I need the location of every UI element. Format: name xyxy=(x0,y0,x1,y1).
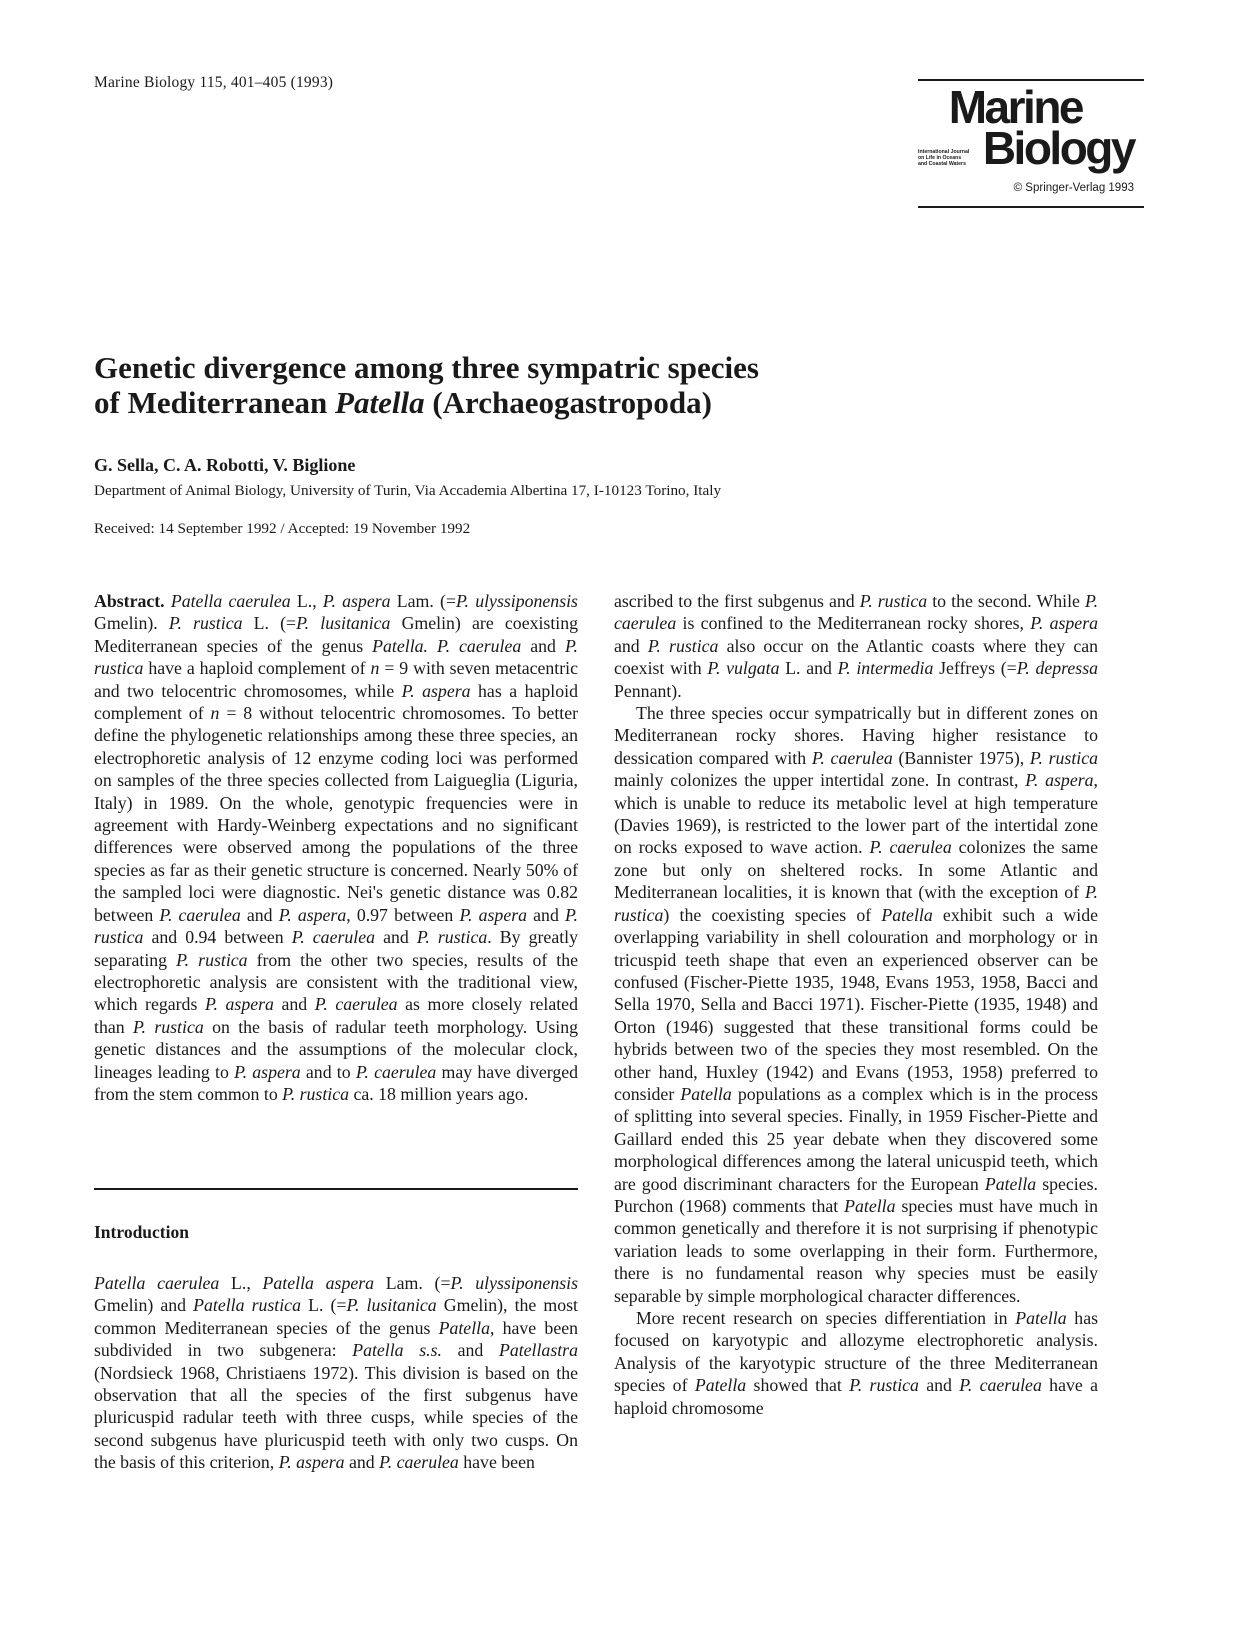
italic-text: P. rustica xyxy=(647,635,719,656)
journal-logo xyxy=(918,79,1144,207)
text-run: , which is unable to reduce its metabolic level at high temperature (Davies 1969), is restricted to the lower part of the intertidal zone on rocks exposed to wave action. xyxy=(614,770,1098,858)
text-run: species must have much in common genetically and therefore it is not surprising if phenotypic variation leads to some overlapping in their form. Furthermore, there is no fundamental reason why species must be easily separable by simple morphological character differences. xyxy=(614,1195,1099,1306)
text-run: as more closely related than xyxy=(94,994,578,1037)
text-run: has focused on karyotypic and allozyme electrophoretic analysis. Analysis of the karyotypic structure of the three Mediterranean species of xyxy=(614,1308,1099,1396)
italic-text: P. rustica xyxy=(168,613,243,634)
text-run: = 8 without telocentric chromosomes. To better define the phylogenetic relationships among these three species, an electrophoretic analysis of 12 enzyme coding loci was performed on samples of the three species collected from Laigueglia (Liguria, Italy) in 1989. On the whole, genotypic frequencies were in agreement with Hardy-Weinberg expectations and no significant differences were observed among the populations of the three species as far as their genetic structure is concerned. Nearly 50% of the sampled loci were diagnostic. Nei's genetic distance was 0.82 between xyxy=(94,703,579,925)
logo-tagline-line: International Journal xyxy=(918,149,970,155)
italic-text: P. caerulea xyxy=(291,927,375,948)
italic-text: P. rustica xyxy=(94,635,578,679)
text-run: The three species occur sympatrically but in different zones on Mediterranean rocky shores. Having higher resistance to dessication compared with xyxy=(614,703,1098,768)
italic-text: P. caerulea xyxy=(959,1375,1042,1396)
text-run: and xyxy=(521,635,565,656)
italic-text: P. rustica xyxy=(416,927,488,948)
italic-text: P. rustica xyxy=(282,1083,350,1104)
text-run: species. Purchon (1968) comments that xyxy=(614,1173,1098,1216)
italic-text: Patella xyxy=(1015,1308,1067,1328)
italic-text: Patella xyxy=(844,1195,896,1216)
text-run: and xyxy=(527,904,565,925)
text-run: Lam. (= xyxy=(374,1273,451,1293)
text-run: and xyxy=(240,904,279,925)
italic-text: Patella caerulea xyxy=(164,591,291,611)
text-run: Gmelin) and xyxy=(94,1295,194,1316)
abstract-body xyxy=(94,591,578,1104)
text-run: . By greatly separating xyxy=(94,927,578,970)
text-run: L. (= xyxy=(242,613,297,634)
text-run: L., xyxy=(290,591,323,611)
text-run: Gmelin), the most common Mediterranean species of the genus xyxy=(94,1295,578,1338)
authors: G. Sella, C. A. Robotti, V. Biglione xyxy=(94,455,356,475)
intro-paragraph-2 xyxy=(614,702,1098,1307)
text-run: Gmelin) are coexisting Mediterranean species of the genus xyxy=(94,613,578,656)
italic-text: Patella aspera xyxy=(262,1273,375,1293)
italic-text: n xyxy=(370,658,380,679)
abstract-paragraph xyxy=(94,590,578,1105)
italic-text: P. rustica xyxy=(849,1375,919,1396)
italic-text: P. ulyssiponensis xyxy=(455,591,578,611)
text-run: ascribed to the first subgenus and xyxy=(614,591,860,611)
text-run: have a haploid complement of xyxy=(143,658,371,679)
italic-text: Patella. P. caerulea xyxy=(372,635,522,656)
italic-text: P. aspera xyxy=(401,680,471,701)
logo-word-biology: Biology xyxy=(982,122,1134,174)
logo-copyright: © Springer-Verlag 1993 xyxy=(1013,182,1134,194)
text-run: is confined to the Mediterranean rocky shores, xyxy=(676,613,1031,634)
text-run: , have been subdivided in two subgenera: xyxy=(94,1317,578,1361)
italic-text: P. caerulea xyxy=(159,904,241,925)
text-run: from the other two species, results of the electrophoretic analysis are consistent with the traditional view, which regards xyxy=(94,949,579,1015)
text-run: and xyxy=(273,994,315,1015)
italic-text: P. caerulea xyxy=(614,591,1099,634)
italic-text: P. rustica xyxy=(614,882,1098,925)
italic-text: P. caerulea xyxy=(811,747,893,768)
text-run: and 0.94 between xyxy=(143,927,292,948)
logo-tagline-line: and Coastal Waters xyxy=(918,161,966,168)
italic-text: P. aspera xyxy=(278,1452,345,1473)
italic-text: P. caerulea xyxy=(379,1452,459,1473)
italic-text: Patella xyxy=(680,1083,732,1104)
logo-bottom-rule xyxy=(918,206,1144,208)
text-run: Gmelin). xyxy=(94,613,169,634)
text-run: Lam. (= xyxy=(390,591,456,611)
italic-text: P. aspera xyxy=(1030,613,1098,634)
title-line-1: Genetic divergence among three sympatric species xyxy=(94,350,759,385)
intro-paragraph-1-cont xyxy=(614,590,1098,702)
italic-text: Patella caerulea xyxy=(94,1273,220,1293)
text-run: ca. 18 million years ago. xyxy=(349,1083,529,1104)
abstract-column xyxy=(94,590,578,1105)
text-run: and to xyxy=(300,1061,356,1082)
italic-text: Patella xyxy=(881,904,933,925)
text-run: , 0.97 between xyxy=(346,904,460,925)
text-run: on the basis of radular teeth morphology. Using genetic distances and the assumptions of the molecular clock, lineages leading to xyxy=(94,1016,579,1082)
italic-text: P. rustica xyxy=(1029,747,1099,768)
italic-text: P. rustica xyxy=(176,949,248,970)
text-run: and xyxy=(614,635,648,656)
abstract-label: Abstract. xyxy=(94,591,165,611)
italic-text: P. caerulea xyxy=(869,837,952,858)
text-run: may have diverged from the stem common to xyxy=(94,1061,579,1104)
italic-text: Patellastra xyxy=(498,1340,578,1361)
italic-text: P. vulgata xyxy=(707,658,780,679)
text-run: (Nordsieck 1968, Christiaens 1972). This division is based on the observation that all the species of the first subgenus have pluricuspid radular teeth with three cusps, while species of the second subgenus have pluricuspid teeth with only two cusps. On the basis of this criterion, xyxy=(94,1362,578,1473)
text-run: More recent research on species differentiation in xyxy=(636,1308,1016,1328)
text-run: (Bannister 1975), xyxy=(892,747,1030,768)
article-title xyxy=(94,350,994,420)
italic-text: P. aspera xyxy=(204,994,274,1015)
introduction-left-column xyxy=(94,1272,578,1474)
text-run: Jeffreys (= xyxy=(933,658,1017,679)
abstract-divider xyxy=(94,1188,578,1190)
text-run: have been xyxy=(458,1452,535,1473)
italic-text: Patella s.s. xyxy=(352,1340,442,1361)
italic-text: P. rustica xyxy=(132,1016,204,1037)
italic-text: P. rustica xyxy=(94,904,578,948)
text-run: Pennant). xyxy=(614,680,682,701)
text-run: and xyxy=(441,1340,499,1361)
text-run: also occur on the Atlantic coasts where they can coexist with xyxy=(614,635,1098,679)
text-run: exhibit such a wide overlapping variability in shell colouration and morphology or in tricuspid teeth shape that even an experienced observer can be confused (Fischer-Piette 1935, 1948, Evans 1953, 1958, Bacci and Sella 1970, Sella and Bacci 1971). Fischer-Piette (1935, 1948) and Orton (1946) suggested that these transitional forms could be hybrids between two of the species they most resembled. On the other hand, Huxley (1942) and Evans (1953, 1958) preferred to consider xyxy=(614,904,1098,1104)
text-run: colonizes the same zone but only on sheltered rocks. In some Atlantic and Mediterranean localities, it is known that (with the exception of xyxy=(614,837,1098,903)
text-run: ) the coexisting species of xyxy=(663,904,882,925)
introduction-heading: Introduction xyxy=(94,1222,189,1242)
italic-text: P. depressa xyxy=(1016,658,1099,679)
intro-paragraph-1 xyxy=(94,1272,578,1474)
italic-text: P. caerulea xyxy=(355,1061,437,1082)
italic-text: P. aspera xyxy=(322,591,391,611)
text-run: and xyxy=(344,1452,380,1473)
italic-text: P. lusitanica xyxy=(296,613,391,634)
italic-text: P. aspera xyxy=(278,904,347,925)
italic-text: P. caerulea xyxy=(314,994,398,1015)
text-run: L., xyxy=(219,1273,263,1293)
title-genus: Patella xyxy=(335,385,425,420)
italic-text: Patella xyxy=(694,1375,747,1396)
italic-text: P. aspera xyxy=(1025,770,1094,791)
italic-text: Patella xyxy=(438,1317,490,1338)
text-run: to the second. While xyxy=(927,591,1085,611)
text-run: has a haploid complement of xyxy=(94,680,578,724)
received-accepted-dates: Received: 14 September 1992 / Accepted: 19 November 1992 xyxy=(94,520,471,537)
text-run: = 9 with seven metacentric and two telocentric chromosomes, while xyxy=(94,658,578,701)
title-line-2-post: (Archaeogastropoda) xyxy=(424,385,712,420)
italic-text: P. lusitanica xyxy=(346,1295,437,1316)
journal-reference: Marine Biology 115, 401–405 (1993) xyxy=(94,74,334,91)
affiliation: Department of Animal Biology, University of Turin, Via Accademia Albertina 17, I-10123 Torino, Italy xyxy=(94,482,722,499)
title-line-2-pre: of Mediterranean xyxy=(94,385,336,420)
text-run: L. and xyxy=(779,658,838,679)
text-run: and xyxy=(375,927,417,948)
italic-text: P. ulyssiponensis xyxy=(450,1273,578,1293)
italic-text: Patella rustica xyxy=(193,1295,301,1316)
logo-tagline-line: on Life in Oceans xyxy=(918,155,962,162)
text-run: and xyxy=(918,1375,960,1396)
text-run: have a haploid chromosome xyxy=(614,1375,1098,1418)
intro-paragraph-3 xyxy=(614,1307,1098,1419)
logo-word-marine: Marine xyxy=(948,81,1082,133)
italic-text: n xyxy=(210,703,220,724)
text-run: showed that xyxy=(746,1375,850,1396)
text-run: mainly colonizes the upper intertidal zone. In contrast, xyxy=(614,770,1026,791)
italic-text: P. rustica xyxy=(859,591,928,611)
text-run: populations as a complex which is in the process of splitting into several species. Finally, in 1959 Fischer-Piette and Gaillard ended this 25 year debate when they discovered some morphological differences among the lateral unicuspid teeth, which are good discriminant characters for the European xyxy=(614,1083,1098,1194)
italic-text: P. aspera xyxy=(234,1061,301,1082)
text-run: L. (= xyxy=(300,1295,347,1316)
logo-tagline xyxy=(918,149,978,168)
italic-text: P. intermedia xyxy=(837,658,934,679)
italic-text: P. aspera xyxy=(459,904,528,925)
italic-text: Patella xyxy=(984,1173,1037,1194)
right-column xyxy=(614,590,1098,1419)
